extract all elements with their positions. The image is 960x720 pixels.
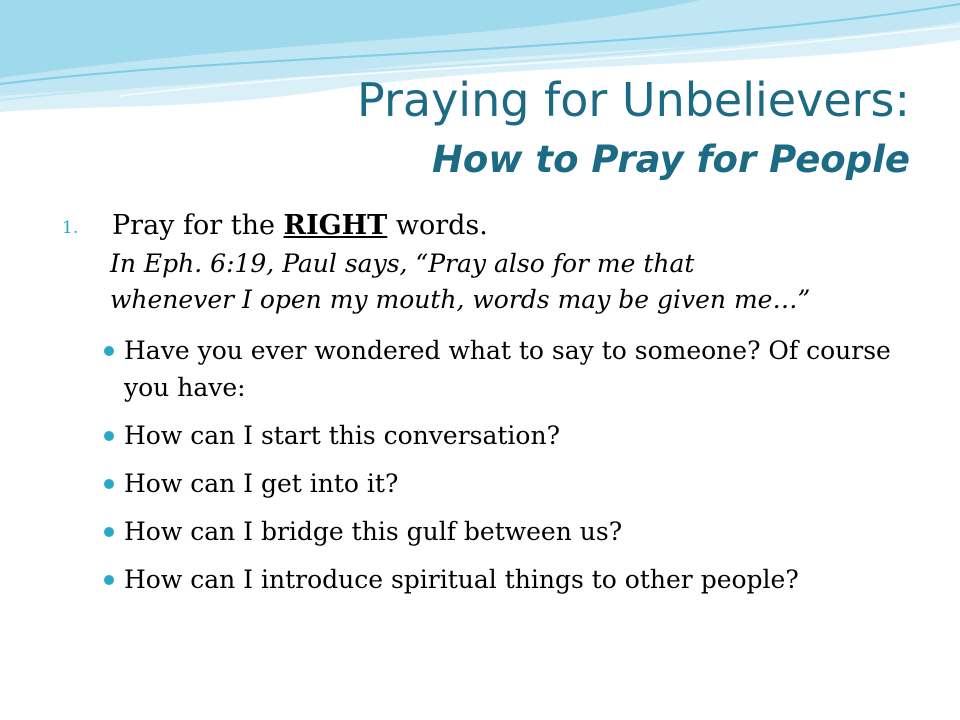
item-emphasis: RIGHT (283, 210, 388, 241)
list-item (62, 332, 922, 406)
bullet-dot-icon (104, 575, 114, 585)
numbered-item (62, 206, 922, 318)
list-item (62, 417, 922, 454)
list-item (62, 513, 922, 550)
bullet-dot-icon (104, 479, 114, 489)
bullet-text: How can I start this conversation? (124, 421, 560, 450)
item-number: 1. (62, 218, 79, 238)
item-text-before: Pray for the (112, 210, 284, 241)
scripture-quote-line-2: whenever I open my mouth, words may be given me…” (110, 285, 811, 314)
bullet-text: How can I introduce spiritual things to other people? (124, 565, 799, 594)
slide-body (62, 206, 922, 609)
item-text-after: words. (387, 210, 488, 241)
bullet-list (62, 332, 922, 598)
bullet-text: Have you ever wondered what to say to someone? Of course you have: (124, 336, 891, 402)
bullet-dot-icon (104, 346, 114, 356)
list-item (62, 561, 922, 598)
bullet-dot-icon (104, 527, 114, 537)
bullet-text: How can I bridge this gulf between us? (124, 517, 623, 546)
bullet-text: How can I get into it? (124, 469, 399, 498)
title-block (357, 70, 910, 186)
scripture-quote-line-1: In Eph. 6:19, Paul says, “Pray also for me that (110, 249, 695, 278)
slide-subtitle: How to Pray for People (431, 138, 910, 181)
bullet-dot-icon (104, 431, 114, 441)
slide-title: Praying for Unbelievers: (357, 73, 910, 127)
list-item (62, 465, 922, 502)
item-heading (112, 206, 922, 246)
